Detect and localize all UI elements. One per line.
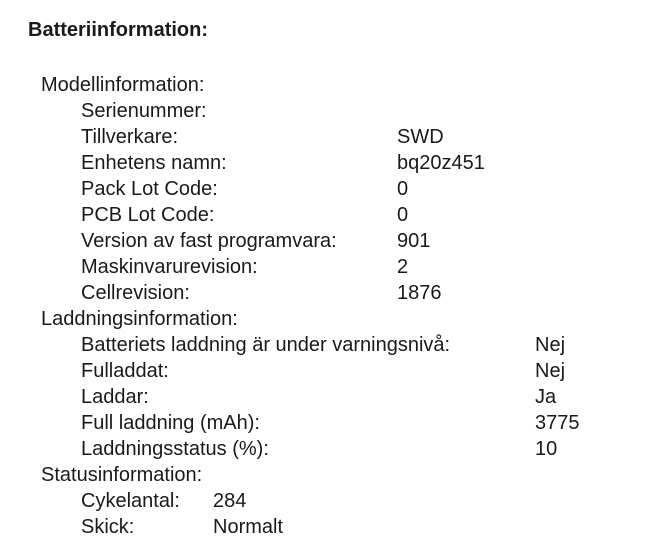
fully-charged-label: Fulladdat: [81,360,169,382]
firmware-version-value: 901 [397,230,431,252]
below-warning-level-label: Batteriets laddning är under varningsnivå: [81,334,451,356]
pcb-lot-code-value: 0 [397,204,409,226]
below-warning-level-value: Nej [535,334,566,356]
fully-charged-value: Nej [535,360,566,382]
manufacturer-value: SWD [397,126,444,148]
device-name-label: Enhetens namn: [81,152,227,174]
cycle-count-label: Cykelantal: [81,490,180,512]
device-name-value: bq20z451 [397,152,485,174]
cycle-count-value: 284 [213,490,247,512]
full-charge-capacity-value: 3775 [535,412,580,434]
manufacturer-label: Tillverkare: [81,126,179,148]
charge-info-heading: Laddningsinformation: [41,308,238,330]
firmware-version-label: Version av fast programvara: [81,230,337,252]
state-of-charge-label: Laddningsstatus (%): [81,438,269,460]
full-charge-capacity-label: Full laddning (mAh): [81,412,260,434]
cell-revision-value: 1876 [397,282,442,304]
condition-label: Skick: [81,516,135,538]
hardware-revision-value: 2 [397,256,409,278]
cell-revision-label: Cellrevision: [81,282,190,304]
pack-lot-code-label: Pack Lot Code: [81,178,218,200]
model-info-heading: Modellinformation: [41,74,205,96]
charging-value: Ja [535,386,557,408]
status-info-heading: Statusinformation: [41,464,203,486]
pack-lot-code-value: 0 [397,178,409,200]
hardware-revision-label: Maskinvarurevision: [81,256,258,278]
state-of-charge-value: 10 [535,438,558,460]
battery-info-title: Batteriinformation: [28,19,208,41]
charging-label: Laddar: [81,386,149,408]
pcb-lot-code-label: PCB Lot Code: [81,204,215,226]
condition-value: Normalt [213,516,284,538]
serial-number-label: Serienummer: [81,100,207,122]
